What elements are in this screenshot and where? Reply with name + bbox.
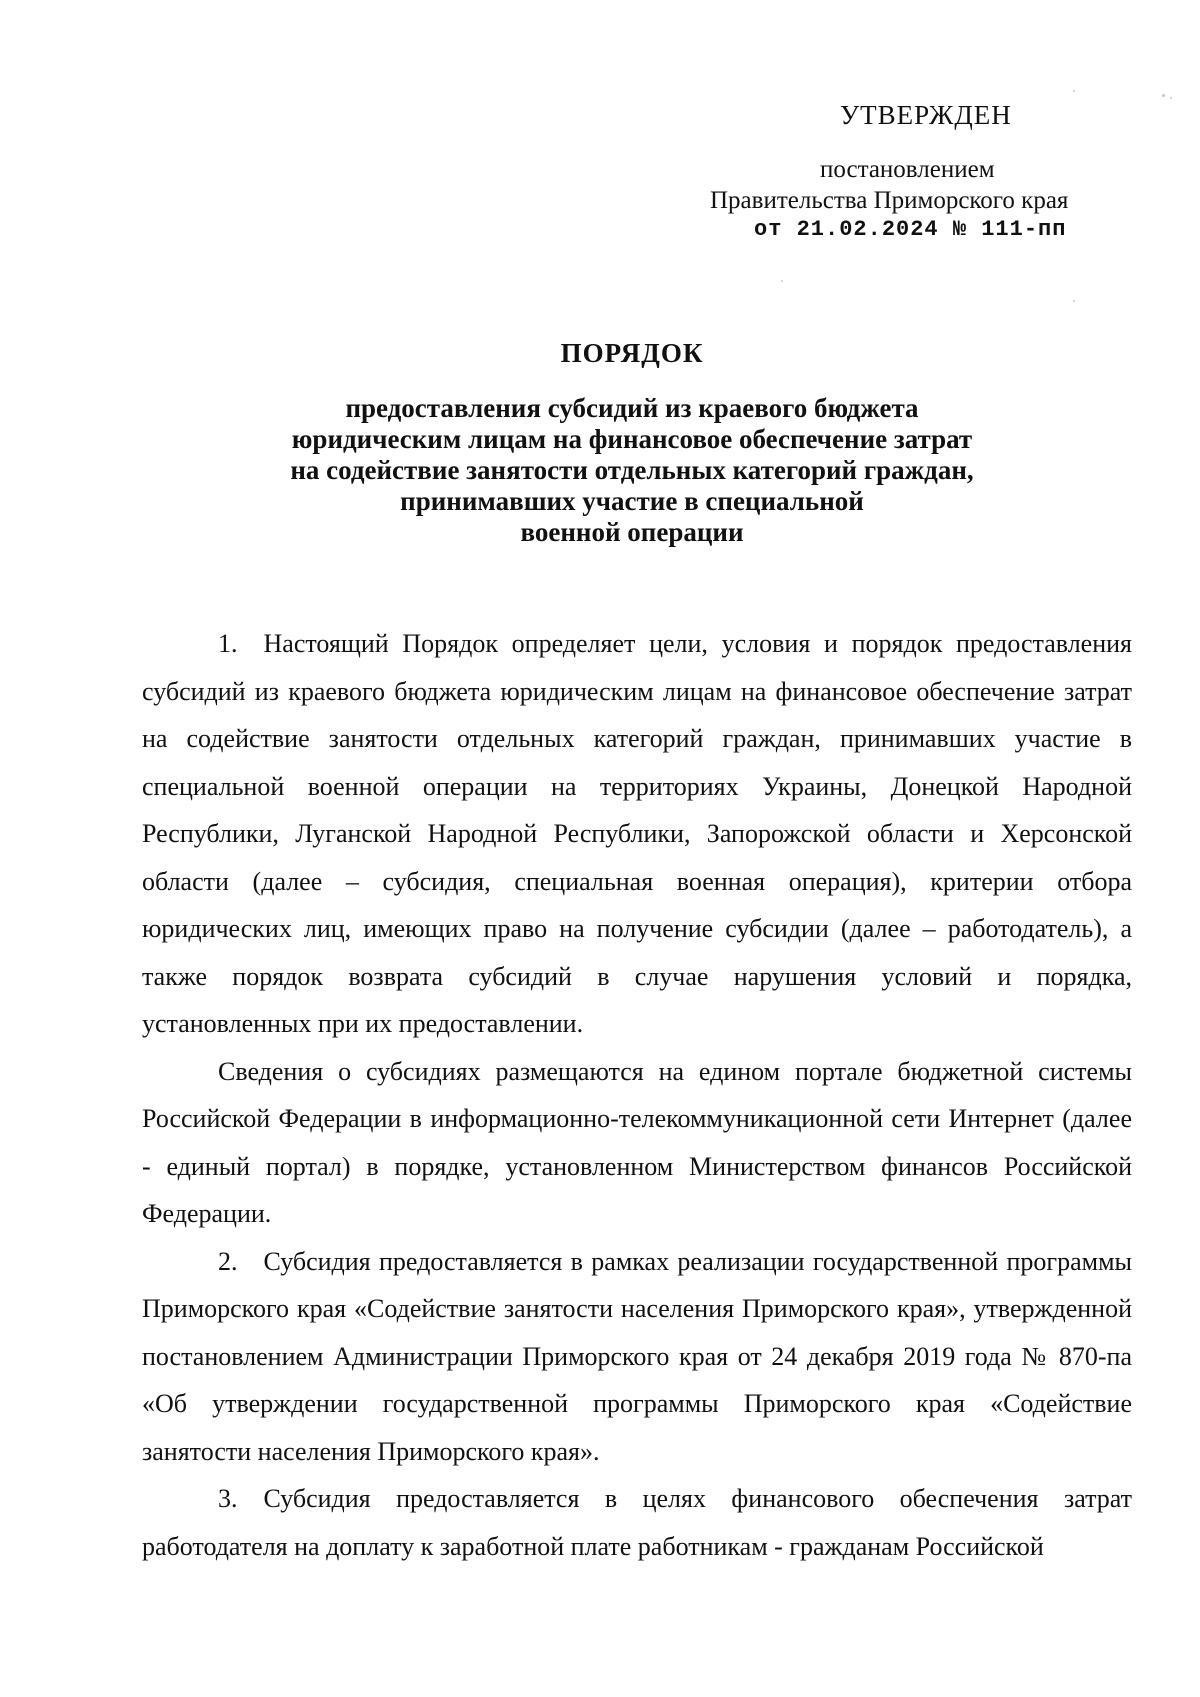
- scan-speck: [1170, 97, 1172, 99]
- paragraph-3: 3. Субсидия предоставляется в целях финансового обеспечения затрат работодателя на доплату к заработной плате работникам - гражданам Российской: [142, 1484, 1132, 1561]
- paragraph-1: 1. Настоящий Порядок определяет цели, условия и порядок предоставления субсидий из краевого бюджета юридическим лицам на финансовое обеспечение затрат на содействие занятости отдельных категорий граждан, принимавших участие в специальной военной операции на территориях Украины, Донецкой Народной Республики, Луганской Народной Республики, Запорожской области и Херсонской области (далее – субсидия, специальная военная операция), критерии отбора юридических лиц, имеющих право на получение субсидии (далее – работодатель), а также порядок возврата субсидий в случае нарушения условий и порядка, установленных при их предоставлении.: [142, 629, 1132, 1038]
- subtitle-line: принимавших участие в специальной: [400, 486, 864, 516]
- approval-line-government: Правительства Приморского края: [710, 187, 1069, 214]
- document-subtitle: [120, 393, 1144, 548]
- subtitle-line: военной операции: [520, 517, 744, 547]
- subtitle-line: предоставления субсидий из краевого бюджета: [345, 393, 919, 423]
- approval-stamp: [710, 98, 1130, 244]
- subtitle-line: юридическим лицам на финансовое обеспечение затрат: [291, 424, 973, 454]
- scan-speck: [1073, 300, 1075, 302]
- approval-line-resolution: постановлением: [820, 156, 995, 183]
- subtitle-line: на содействие занятости отдельных категорий граждан,: [290, 455, 974, 485]
- scan-speck: [1162, 94, 1165, 97]
- document-body: [142, 620, 1132, 1570]
- paragraph-2: 2. Субсидия предоставляется в рамках реализации государственной программы Приморского края «Содействие занятости населения Приморского края», утвержденной постановлением Администрации Приморского края от 24 декабря 2019 года № 870-па «Об утверждении государственной программы Приморского края «Содействие занятости населения Приморского края».: [142, 1246, 1132, 1466]
- approval-title: УТВЕРЖДЕН: [840, 100, 1012, 130]
- scan-speck: [781, 280, 783, 282]
- approval-date-number: от 21.02.2024 № 111-пп: [754, 217, 1067, 242]
- scan-speck: [1073, 90, 1075, 92]
- document-title: ПОРЯДОК: [560, 338, 704, 368]
- paragraph-1-info: Сведения о субсидиях размещаются на едином портале бюджетной системы Российской Федерации в информационно-телекоммуникационной сети Интернет (далее - единый портал) в порядке, установленном Министерством финансов Российской Федерации.: [142, 1056, 1132, 1228]
